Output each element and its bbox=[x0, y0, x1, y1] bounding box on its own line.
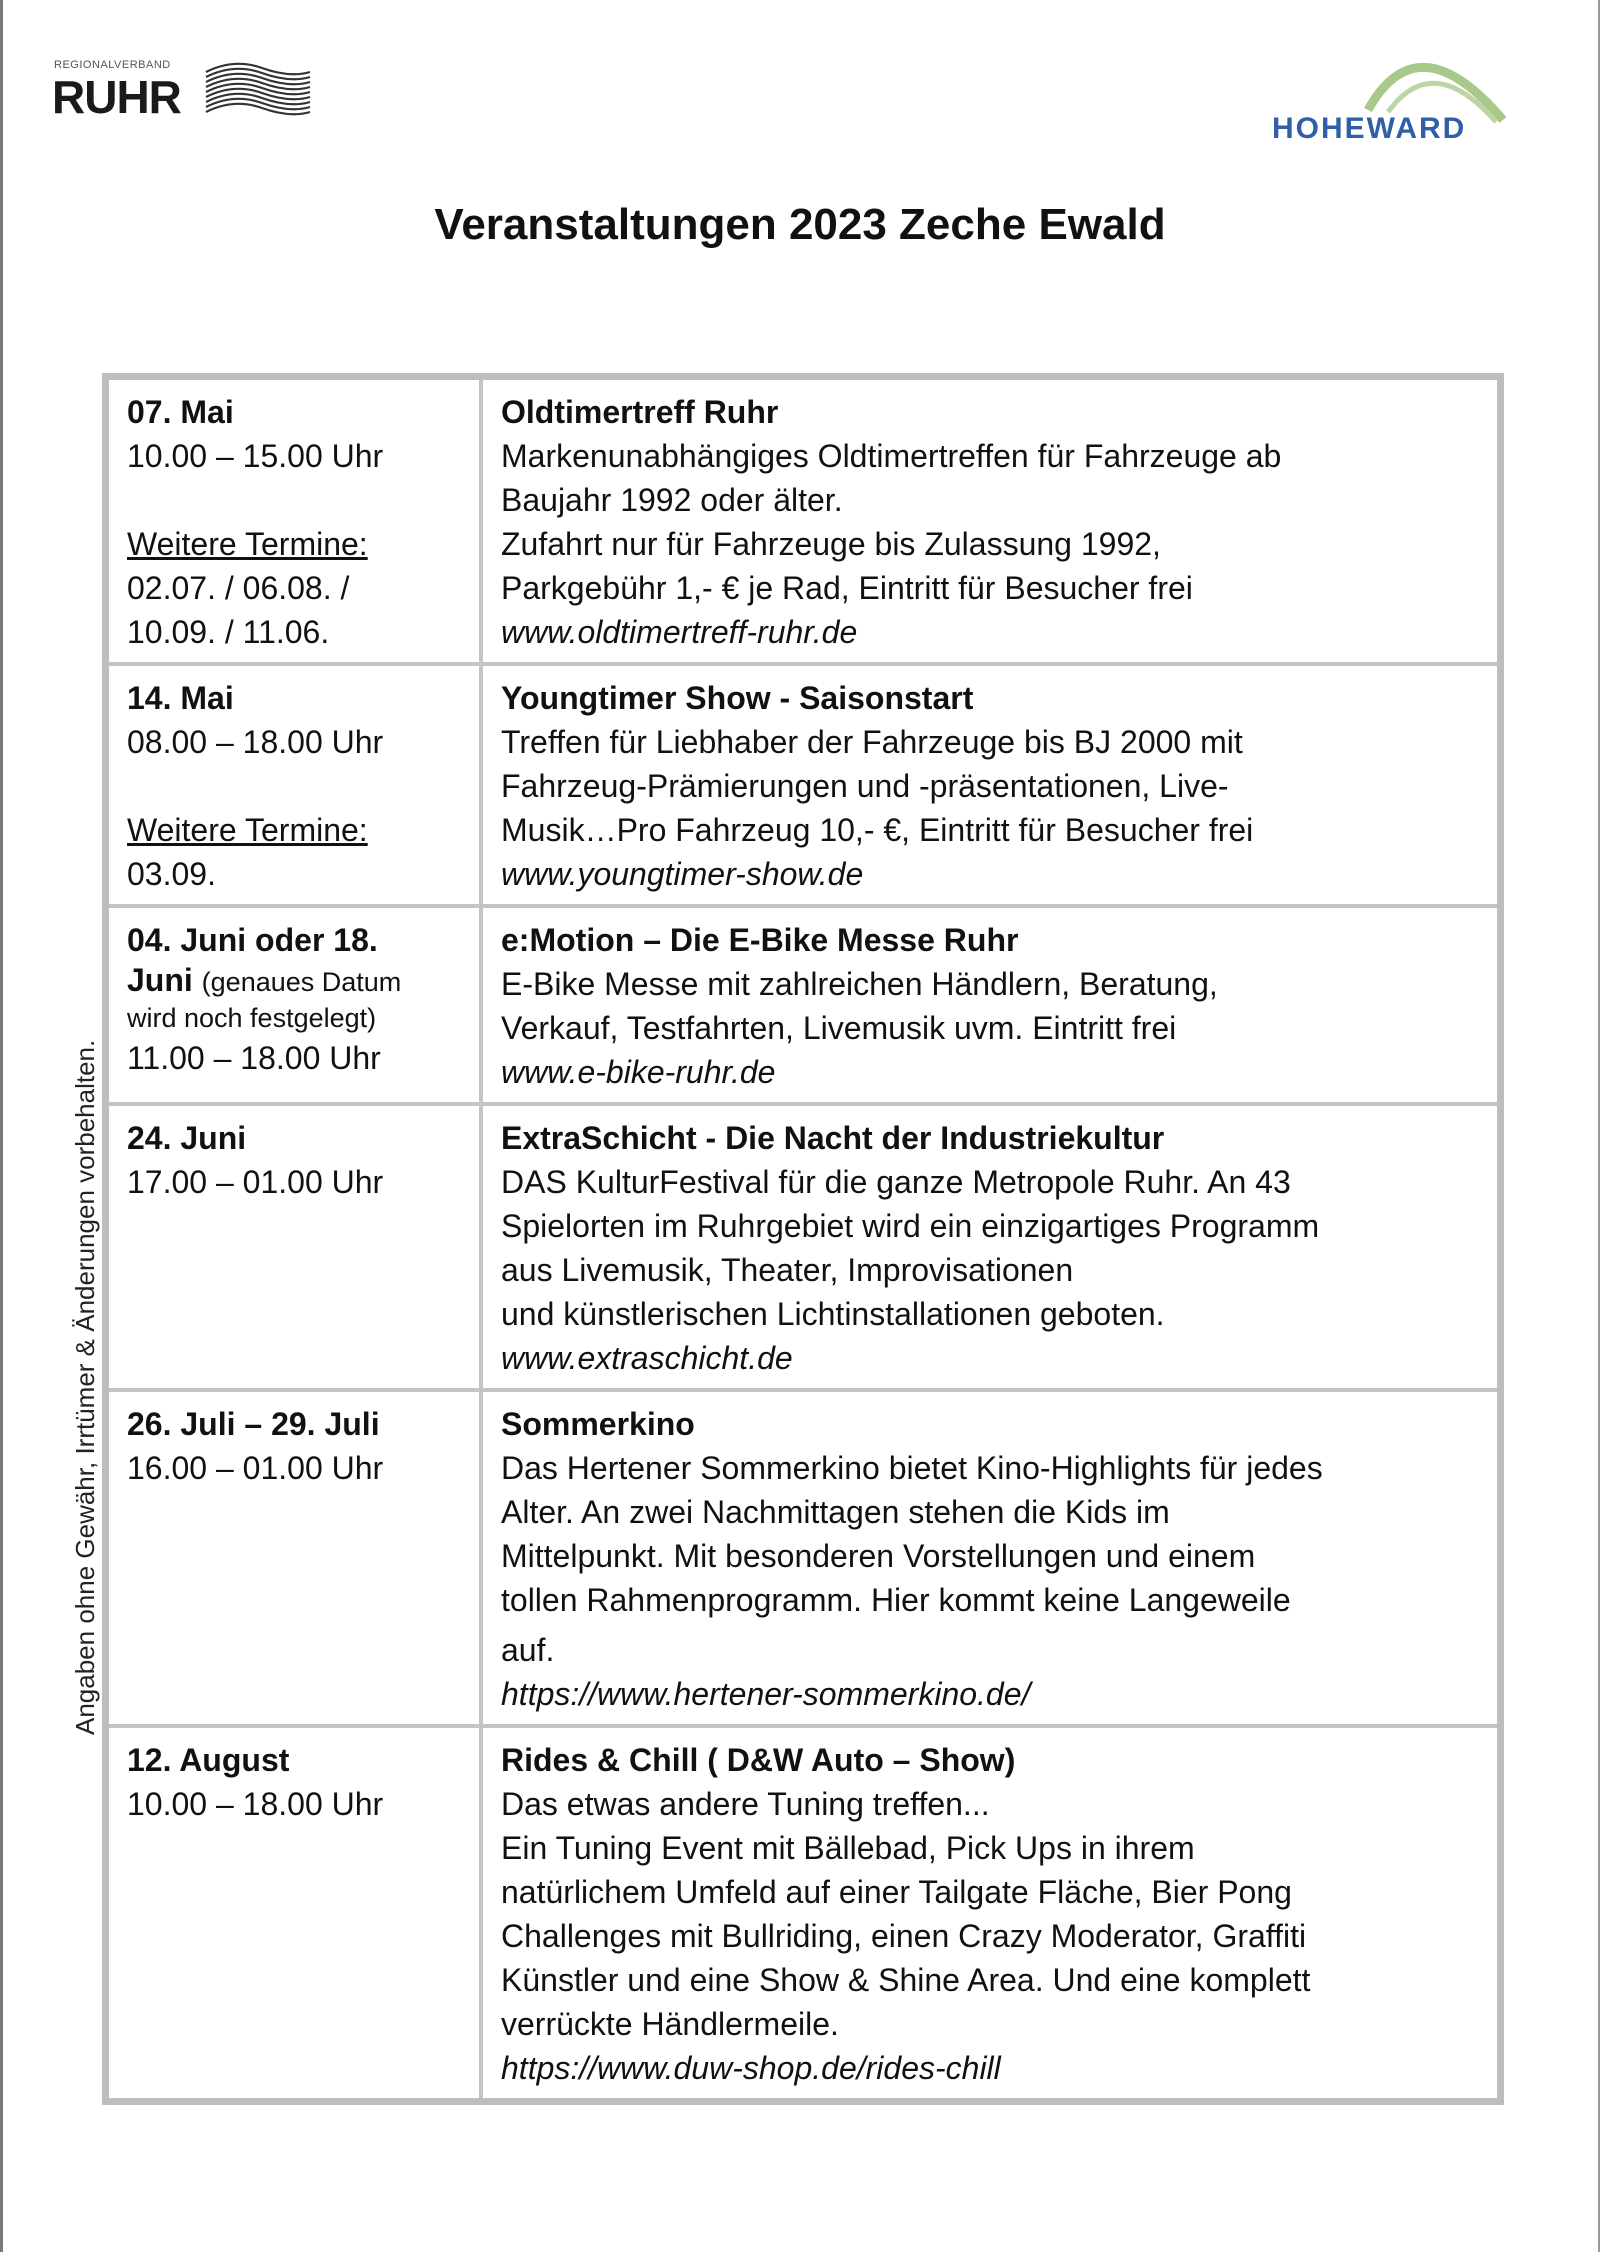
event-date: 12. August bbox=[127, 1742, 290, 1778]
event-description: Markenunabhängiges Oldtimertreffen für Fahrzeuge ab bbox=[501, 438, 1282, 474]
ruhr-wave-mark-icon bbox=[204, 58, 312, 122]
event-info-cell bbox=[481, 1104, 1501, 1390]
logo-ruhr-name: RUHR bbox=[52, 71, 181, 123]
table-row bbox=[106, 1726, 1501, 2102]
event-time: 10.00 – 15.00 Uhr bbox=[127, 438, 384, 474]
event-url[interactable]: https://www.hertener-sommerkino.de/ bbox=[501, 1676, 1031, 1712]
event-date: 07. Mai bbox=[127, 394, 234, 430]
event-date: 26. Juli – 29. Juli bbox=[127, 1406, 380, 1442]
table-row bbox=[106, 1104, 1501, 1390]
event-time: 11.00 – 18.00 Uhr bbox=[127, 1040, 381, 1076]
event-date-cell bbox=[106, 664, 482, 906]
event-info-cell bbox=[481, 664, 1501, 906]
event-description: natürlichem Umfeld auf einer Tailgate Fläche, Bier Pong bbox=[501, 1874, 1292, 1910]
event-date-note: wird noch festgelegt) bbox=[127, 1003, 377, 1033]
event-description: Zufahrt nur für Fahrzeuge bis Zulassung 1992, bbox=[501, 526, 1161, 562]
event-name: Oldtimertreff Ruhr bbox=[501, 394, 779, 430]
more-dates: 03.09. bbox=[127, 856, 216, 892]
event-description: Parkgebühr 1,- € je Rad, Eintritt für Besucher frei bbox=[501, 570, 1193, 606]
event-description: und künstlerischen Lichtinstallationen geboten. bbox=[501, 1296, 1165, 1332]
event-date-cell bbox=[106, 1104, 482, 1390]
event-date-cell bbox=[106, 1390, 482, 1726]
event-name: e:Motion – Die E-Bike Messe Ruhr bbox=[501, 922, 1019, 958]
event-name: ExtraSchicht - Die Nacht der Industriekultur bbox=[501, 1120, 1165, 1156]
event-description: DAS KulturFestival für die ganze Metropole Ruhr. An 43 bbox=[501, 1164, 1291, 1200]
event-time: 08.00 – 18.00 Uhr bbox=[127, 724, 384, 760]
event-description: verrückte Händlermeile. bbox=[501, 2006, 839, 2042]
page-title: Veranstaltungen 2023 Zeche Ewald bbox=[434, 200, 1166, 249]
event-description: Verkauf, Testfahrten, Livemusik uvm. Eintritt frei bbox=[501, 1010, 1177, 1046]
event-info-cell bbox=[481, 906, 1501, 1104]
more-dates-label: Weitere Termine: bbox=[127, 812, 368, 848]
event-date-cell bbox=[106, 1726, 482, 2102]
event-description: Ein Tuning Event mit Bällebad, Pick Ups in ihrem bbox=[501, 1830, 1195, 1866]
event-date-cell bbox=[106, 377, 482, 665]
event-description: Fahrzeug-Prämierungen und -präsentationen, Live- bbox=[501, 768, 1229, 804]
event-description: auf. bbox=[501, 1632, 555, 1668]
event-info-cell bbox=[481, 377, 1501, 665]
event-date: 04. Juni oder 18. bbox=[127, 922, 378, 958]
disclaimer-side-note: Angaben ohne Gewähr, Irrtümer & Änderungen vorbehalten. bbox=[70, 1039, 100, 1735]
table-row bbox=[106, 664, 1501, 906]
logo-ruhr-small-text: REGIONALVERBAND bbox=[54, 59, 171, 71]
event-date-cell bbox=[106, 906, 482, 1104]
event-description: Das Hertener Sommerkino bietet Kino-Highlights für jedes bbox=[501, 1450, 1323, 1486]
event-url[interactable]: https://www.duw-shop.de/rides-chill bbox=[501, 2050, 1001, 2086]
logo-hoheward bbox=[1268, 40, 1508, 145]
event-date: Juni bbox=[127, 962, 193, 998]
event-name: Rides & Chill ( D&W Auto – Show) bbox=[501, 1742, 1016, 1778]
event-description: Das etwas andere Tuning treffen... bbox=[501, 1786, 990, 1822]
event-description: Spielorten im Ruhrgebiet wird ein einzigartiges Programm bbox=[501, 1208, 1320, 1244]
event-time: 17.00 – 01.00 Uhr bbox=[127, 1164, 384, 1200]
event-date: 14. Mai bbox=[127, 680, 234, 716]
event-info-cell bbox=[481, 1726, 1501, 2102]
event-url[interactable]: www.youngtimer-show.de bbox=[501, 856, 864, 892]
event-url[interactable]: www.extraschicht.de bbox=[501, 1340, 793, 1376]
event-date-note: (genaues Datum bbox=[201, 967, 402, 997]
event-description: Baujahr 1992 oder älter. bbox=[501, 482, 843, 518]
event-description: Alter. An zwei Nachmittagen stehen die Kids im bbox=[501, 1494, 1170, 1530]
table-row bbox=[106, 906, 1501, 1104]
event-date: 24. Juni bbox=[127, 1120, 247, 1156]
event-time: 10.00 – 18.00 Uhr bbox=[127, 1786, 384, 1822]
event-description: Challenges mit Bullriding, einen Crazy Moderator, Graffiti bbox=[501, 1918, 1307, 1954]
more-dates-label: Weitere Termine: bbox=[127, 526, 368, 562]
event-description: E-Bike Messe mit zahlreichen Händlern, Beratung, bbox=[501, 966, 1218, 1002]
table-row bbox=[106, 1390, 1501, 1726]
event-info-cell bbox=[481, 1390, 1501, 1726]
event-description: tollen Rahmenprogramm. Hier kommt keine Langeweile bbox=[501, 1582, 1291, 1618]
event-description: Treffen für Liebhaber der Fahrzeuge bis BJ 2000 mit bbox=[501, 724, 1243, 760]
event-description: Musik…Pro Fahrzeug 10,- €, Eintritt für Besucher frei bbox=[501, 812, 1254, 848]
table-row bbox=[106, 377, 1501, 665]
more-dates: 02.07. / 06.08. / bbox=[127, 570, 350, 606]
more-dates: 10.09. / 11.06. bbox=[127, 614, 330, 650]
logo-hoheward-name: HOHEWARD bbox=[1272, 112, 1467, 145]
event-name: Sommerkino bbox=[501, 1406, 695, 1442]
events-table bbox=[102, 373, 1504, 2105]
event-description: Mittelpunkt. Mit besonderen Vorstellungen und einem bbox=[501, 1538, 1256, 1574]
event-url[interactable]: www.oldtimertreff-ruhr.de bbox=[501, 614, 858, 650]
event-name: Youngtimer Show - Saisonstart bbox=[501, 680, 974, 716]
event-url[interactable]: www.e-bike-ruhr.de bbox=[501, 1054, 776, 1090]
event-description: aus Livemusik, Theater, Improvisationen bbox=[501, 1252, 1074, 1288]
logo-regionalverband-ruhr bbox=[52, 56, 312, 126]
event-time: 16.00 – 01.00 Uhr bbox=[127, 1450, 384, 1486]
page-border-left bbox=[0, 0, 3, 2252]
event-description: Künstler und eine Show & Shine Area. Und eine komplett bbox=[501, 1962, 1311, 1998]
